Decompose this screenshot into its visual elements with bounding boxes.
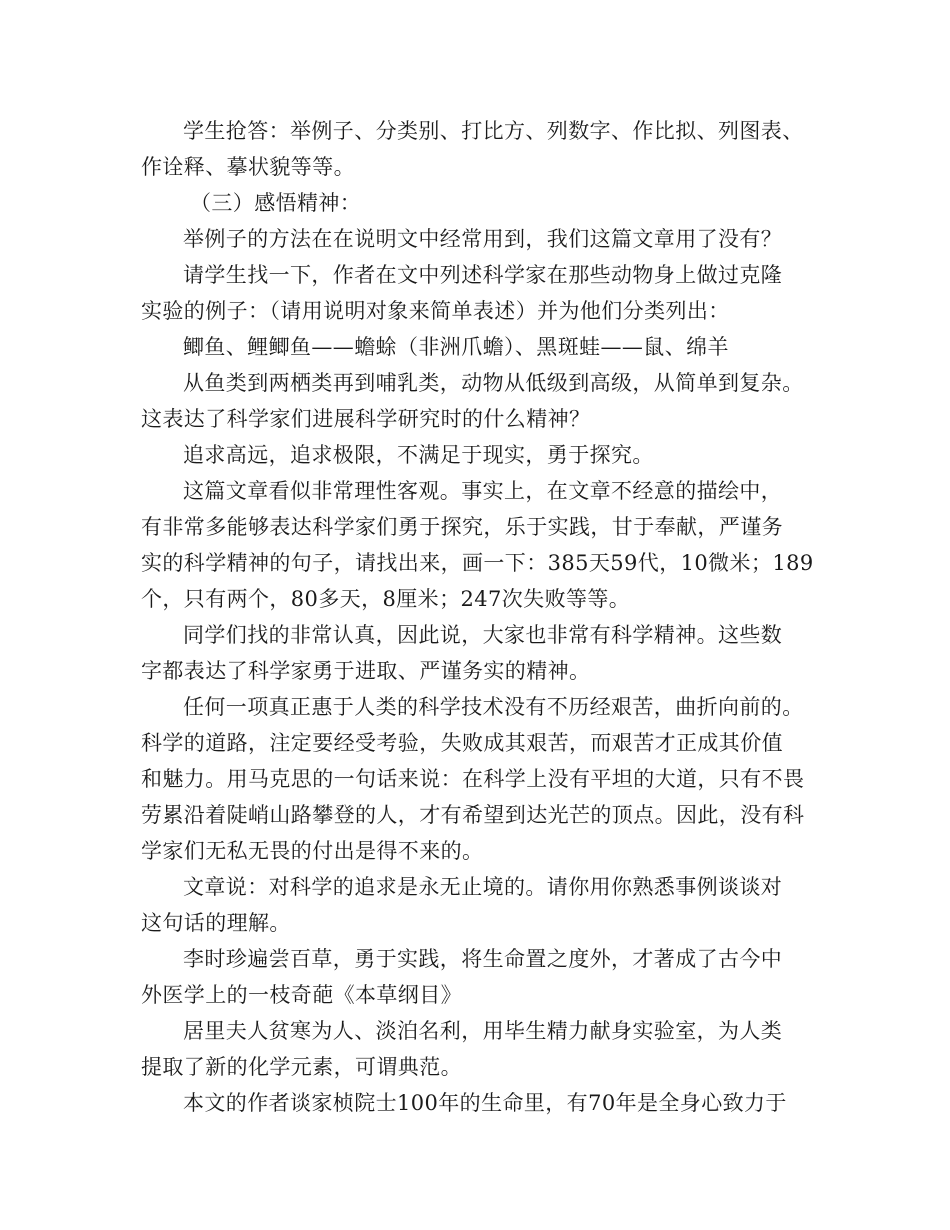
text-line: 学家们无私无畏的付出是得不来的。 xyxy=(141,839,484,863)
text-line: 从鱼类到两栖类再到哺乳类，动物从低级到高级，从简单到复杂。 xyxy=(183,371,804,395)
text-line: 作诠释、摹状貌等等。 xyxy=(141,155,355,179)
text-line: 同学们找的非常认真，因此说，大家也非常有科学精神。这些数 xyxy=(183,623,783,647)
text-line: 个，只有两个，80多天，8厘米；247次失败等等。 xyxy=(141,587,631,611)
text-line: 鲫鱼、鲤鲫鱼——蟾蜍（非洲爪蟾）、黑斑蛙——鼠、绵羊 xyxy=(183,335,729,359)
text-line: 文章说：对科学的追求是永无止境的。请你用你熟悉事例谈谈对 xyxy=(183,875,783,899)
text-line: 实验的例子：（请用说明对象来简单表述）并为他们分类列出： xyxy=(141,299,730,323)
text-line: 和魅力。用马克思的一句话来说：在科学上没有平坦的大道，只有不畏 xyxy=(141,767,805,791)
text-line: 居里夫人贫寒为人、淡泊名利，用毕生精力献身实验室，为人类 xyxy=(183,1019,783,1043)
text-line: 实的科学精神的句子，请找出来，画一下：385天59代，10微米；189 xyxy=(141,551,814,575)
text-line: 有非常多能够表达科学家们勇于探究，乐于实践，甘于奉献，严谨务 xyxy=(141,515,783,539)
text-line: 任何一项真正惠于人类的科学技术没有不历经艰苦，曲折向前的。 xyxy=(183,695,804,719)
text-line: 字都表达了科学家勇于进取、严谨务实的精神。 xyxy=(141,659,591,683)
text-line: 科学的道路，注定要经受考验，失败成其艰苦，而艰苦才正成其价值 xyxy=(141,731,783,755)
text-line: 本文的作者谈家桢院士100年的生命里，有70年是全身心致力于 xyxy=(183,1091,787,1115)
text-line: 这篇文章看似非常理性客观。事实上，在文章不经意的描绘中， xyxy=(183,479,783,503)
text-line: 提取了新的化学元素，可谓典范。 xyxy=(141,1055,462,1079)
text-line: 劳累沿着陡峭山路攀登的人，才有希望到达光芒的顶点。因此，没有科 xyxy=(141,803,805,827)
text-line: 追求高远，追求极限，不满足于现实，勇于探究。 xyxy=(183,443,654,467)
text-line: 这表达了科学家们进展科学研究时的什么精神？ xyxy=(141,407,591,431)
text-line: 外医学上的一枝奇葩《本草纲目》 xyxy=(141,983,462,1007)
text-line: 请学生找一下，作者在文中列述科学家在那些动物身上做过克隆 xyxy=(183,263,783,287)
text-line: 学生抢答：举例子、分类别、打比方、列数字、作比拟、列图表、 xyxy=(183,119,804,143)
text-line: 这句话的理解。 xyxy=(141,911,291,935)
section-heading: （三）感悟精神： xyxy=(190,191,362,215)
text-line: 举例子的方法在在说明文中经常用到，我们这篇文章用了没有？ xyxy=(183,227,783,251)
text-line: 李时珍遍尝百草，勇于实践，将生命置之度外，才著成了古今中 xyxy=(183,947,783,971)
